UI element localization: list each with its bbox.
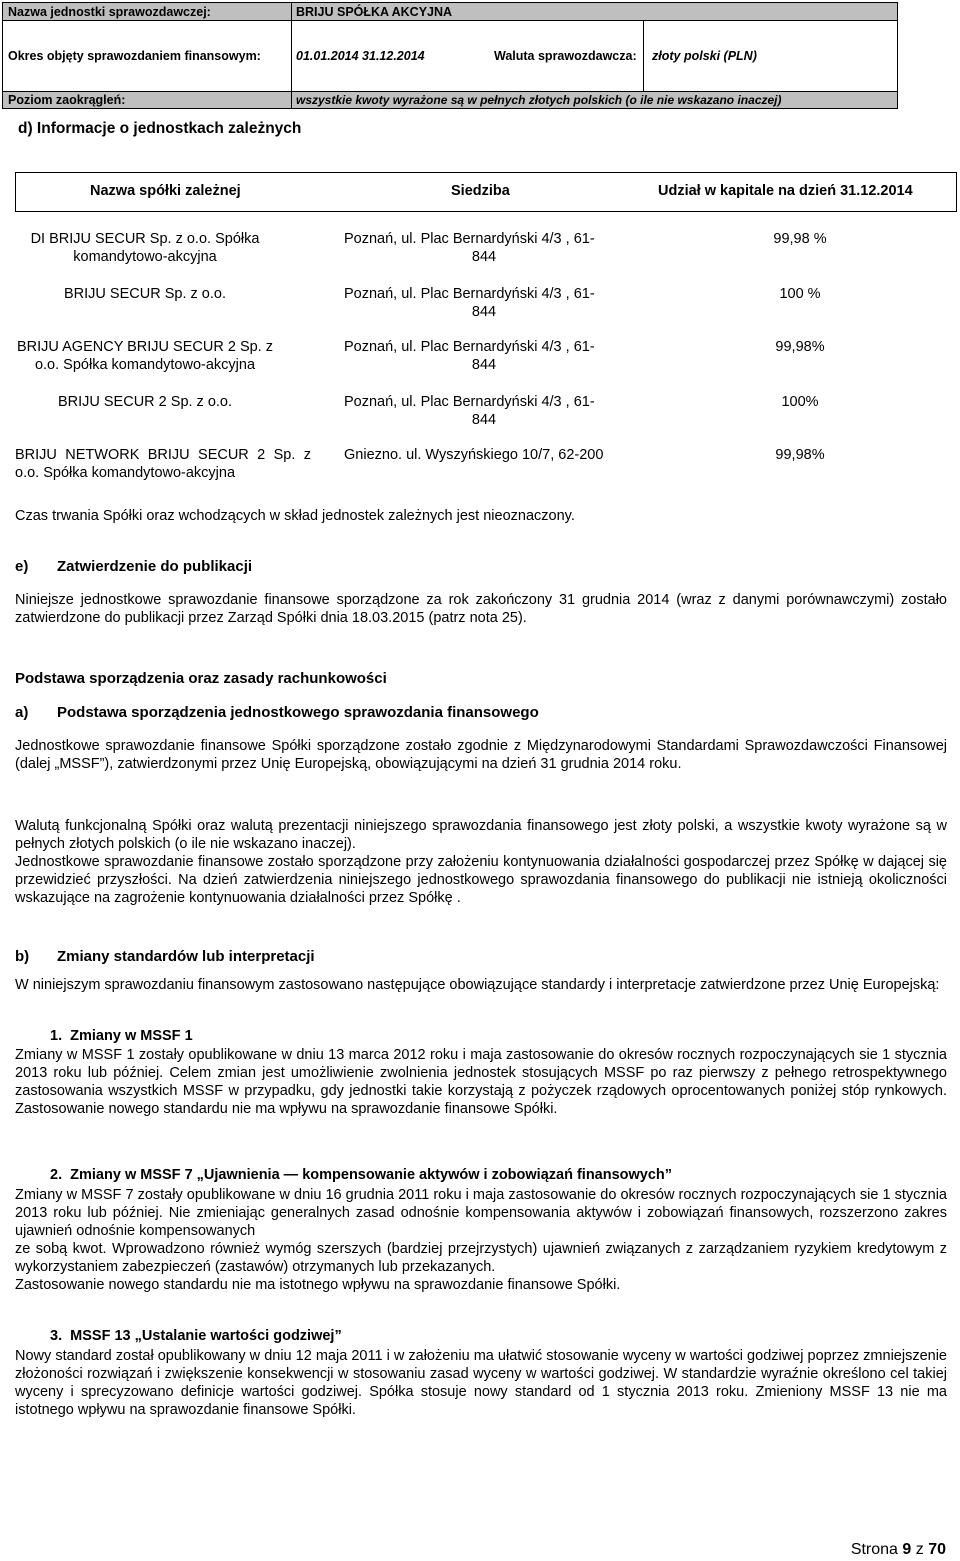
address-line: Poznań, ul. Plac Bernardyński 4/3 , 61- — [344, 286, 595, 302]
subsidiary-address — [344, 230, 634, 266]
subsidiary-address — [344, 393, 634, 429]
header-row-period — [3, 21, 897, 92]
period-value: 01.01.2014 31.12.2014 — [291, 21, 492, 91]
item-title: Zmiany w MSSF 1 — [70, 1028, 193, 1044]
subsidiary-address — [344, 338, 634, 374]
subsidiary-name: DI BRIJU SECUR Sp. z o.o. Spółka komandytowo-akcyjna — [30, 231, 260, 265]
rounding-label: Poziom zaokrągleń: — [3, 92, 291, 108]
item-title: Zmiany w MSSF 7 „Ujawnienia — kompensowanie aktywów i zobowiązań finansowych” — [70, 1167, 673, 1183]
page-footer — [851, 1541, 946, 1559]
column-header-share: Udział w kapitale na dzień 31.12.2014 — [658, 183, 913, 199]
section-b-label: b) — [15, 948, 30, 965]
section-e-heading — [15, 558, 252, 575]
currency-value: złoty polski (PLN) — [643, 21, 897, 91]
standard-item-3-text: Nowy standard został opublikowany w dniu 12 maja 2011 i w założeniu ma ułatwić stosowanie wyceny w wartości godziwej poprzez zmniejszenie złożoności rozwiązań i zwiększenie konsekwencji w stosowaniu zasad wyceny w wartości godziwej. W standardzie wyraźnie określono cel takiej wyceny i sprecyzowano definicje wartości godziwej. Spółka stosuje nowy standard od 1 stycznia 2013 roku. Zmieniony MSSF 13 nie ma istotnego wpływu na sprawozdanie finansowe Spółki. — [15, 1348, 947, 1418]
address-line: Gniezno. ul. Wyszyńskiego 10/7, 62-200 — [344, 447, 604, 463]
basis-paragraph-2: Walutą funkcjonalną Spółki oraz walutą prezentacji niniejszego sprawozdania finansowego jest złoty polski, a wszystkie kwoty wyrażone są w pełnych złotych polskich (o ile nie wskazano inaczej). — [15, 818, 947, 852]
report-header — [2, 2, 898, 109]
item-title: MSSF 13 „Ustalanie wartości godziwej” — [70, 1328, 342, 1344]
section-e-label: e) — [15, 558, 29, 575]
standard-item-2-text-a: Zmiany w MSSF 7 zostały opublikowane w dniu 16 grudnia 2011 roku i maja zastosowanie do okresów rocznych rozpoczynających sie 1 stycznia 2013 roku lub później. Nie zmieniając generalnych zasad odnośnie kompensowania aktywów i zobowiązań finansowych, rozszerzono zakres ujawnień odnośnie kompensowanych — [15, 1187, 947, 1239]
section-d-title: d) Informacje o jednostkach zależnych — [18, 120, 302, 137]
currency-label: Waluta sprawozdawcza: — [494, 49, 637, 63]
item-number: 2. — [50, 1167, 63, 1183]
subsidiary-address — [344, 285, 634, 321]
basis-paragraph-3: Jednostkowe sprawozdanie finansowe zostało sporządzone przy założeniu kontynuowania działalności gospodarczej przez Spółkę w dającej się przewidzieć przyszłości. Na dzień zatwierdzenia niniejszego jednostkowego sprawozdania finansowego do publikacji nie istnieją okoliczności wskazujące na zagrożenie kontynuowania działalności przez Spółkę . — [15, 854, 947, 906]
entity-value: BRIJU SPÓŁKA AKCYJNA — [291, 3, 897, 20]
standards-intro: W niniejszym sprawozdaniu finansowym zastosowano następujące obowiązujące standardy i interpretacje zatwierdzone przez Unię Europejską: — [15, 977, 940, 993]
entity-label: Nazwa jednostki sprawozdawczej: — [3, 3, 291, 20]
standard-item-3-heading — [50, 1328, 342, 1344]
item-number: 3. — [50, 1328, 63, 1344]
section-e-title: Zatwierdzenie do publikacji — [57, 558, 253, 575]
standard-item-1-text: Zmiany w MSSF 1 zostały opublikowane w dniu 13 marca 2012 roku i maja zastosowanie do okresów rocznych rozpoczynających sie 1 stycznia 2013 roku lub później. Celem zmian jest umożliwienie zwolnienia jednostek stosujących MSSF po raz pierwszy z pełnego retrospektywnego zastosowania wszystkich MSSF w przypadku, gdy jednostki takie korzystają z pożyczek rządowych oprocentowanych poniżej stóp rynkowych. Zastosowanie nowego standardu nie ma wpływu na sprawozdanie finansowe Spółki. — [15, 1047, 947, 1117]
address-line: 844 — [471, 412, 497, 428]
section-a-title: Podstawa sporządzenia jednostkowego sprawozdania finansowego — [57, 704, 539, 721]
column-header-seat: Siedziba — [451, 183, 510, 199]
subsidiary-share: 100 % — [779, 286, 821, 302]
subsidiary-address — [344, 446, 634, 464]
address-line: 844 — [471, 249, 497, 265]
subsidiary-share: 99,98% — [775, 447, 825, 463]
standard-item-1-heading — [50, 1028, 193, 1044]
address-line: Poznań, ul. Plac Bernardyński 4/3 , 61- — [344, 394, 595, 410]
subsidiary-share: 99,98% — [775, 339, 825, 355]
section-a-heading — [15, 704, 539, 721]
section-b-heading — [15, 948, 315, 965]
standard-item-2-heading — [50, 1167, 672, 1183]
period-label: Okres objęty sprawozdaniem finansowym: — [8, 49, 261, 63]
page-total: 70 — [928, 1541, 946, 1558]
subsidiary-name: BRIJU NETWORK BRIJU SECUR 2 Sp. z o.o. Spółka komandytowo-akcyjna — [15, 447, 311, 481]
section-b-title: Zmiany standardów lub interpretacji — [57, 948, 315, 965]
address-line: 844 — [471, 357, 497, 373]
header-row-entity — [3, 3, 897, 21]
basis-title: Podstawa sporządzenia oraz zasady rachunkowości — [15, 670, 387, 687]
address-line: 844 — [471, 304, 497, 320]
footer-mid: z — [911, 1541, 929, 1558]
subsidiary-name: BRIJU SECUR 2 Sp. z o.o. — [57, 394, 233, 410]
subsidiaries-table — [15, 172, 957, 481]
subsidiary-share: 100% — [781, 394, 819, 410]
duration-note: Czas trwania Spółki oraz wchodzących w skład jednostek zależnych jest nieoznaczony. — [15, 508, 575, 524]
basis-paragraph-1: Jednostkowe sprawozdanie finansowe Spółki sporządzone zostało zgodnie z Międzynarodowymi Standardami Sprawozdawczości Finansowej (dalej „MSSF”), zatwierdzonymi przez Unię Europejską, obowiązującymi na dzień 31 grudnia 2014 roku. — [15, 738, 947, 772]
section-a-label: a) — [15, 704, 29, 721]
footer-prefix: Strona — [850, 1541, 903, 1558]
table-header — [15, 172, 957, 212]
standard-item-2-text-c: Zastosowanie nowego standardu nie ma istotnego wpływu na sprawozdanie finansowe Spółki. — [15, 1277, 621, 1293]
item-number: 1. — [50, 1028, 63, 1044]
page-number: 9 — [902, 1541, 912, 1558]
standard-item-2-text-b: ze sobą kwot. Wprowadzono również wymóg szerszych (bardziej przejrzystych) ujawnień związanych z zarządzaniem ryzykiem kredytowym z wykorzystaniem zabezpieczeń (zastawów) otrzymanych lub przekazanych. — [15, 1241, 947, 1275]
approval-text: Niniejsze jednostkowe sprawozdanie finansowe sporządzone za rok zakończony 31 grudnia 2014 (wraz z danymi porównawczymi) zostało zatwierdzone do publikacji przez Zarząd Spółki dnia 18.03.2015 (patrz nota 25). — [15, 592, 947, 626]
subsidiary-share: 99,98 % — [773, 231, 827, 247]
rounding-value: wszystkie kwoty wyrażone są w pełnych złotych polskich (o ile nie wskazano inaczej) — [291, 92, 897, 108]
address-line: Poznań, ul. Plac Bernardyński 4/3 , 61- — [344, 231, 595, 247]
header-row-rounding — [3, 92, 897, 108]
subsidiary-name: BRIJU AGENCY BRIJU SECUR 2 Sp. z o.o. Spółka komandytowo-akcyjna — [17, 339, 273, 373]
column-header-name: Nazwa spółki zależnej — [90, 183, 241, 199]
subsidiary-name: BRIJU SECUR Sp. z o.o. — [64, 286, 226, 302]
address-line: Poznań, ul. Plac Bernardyński 4/3 , 61- — [344, 339, 595, 355]
